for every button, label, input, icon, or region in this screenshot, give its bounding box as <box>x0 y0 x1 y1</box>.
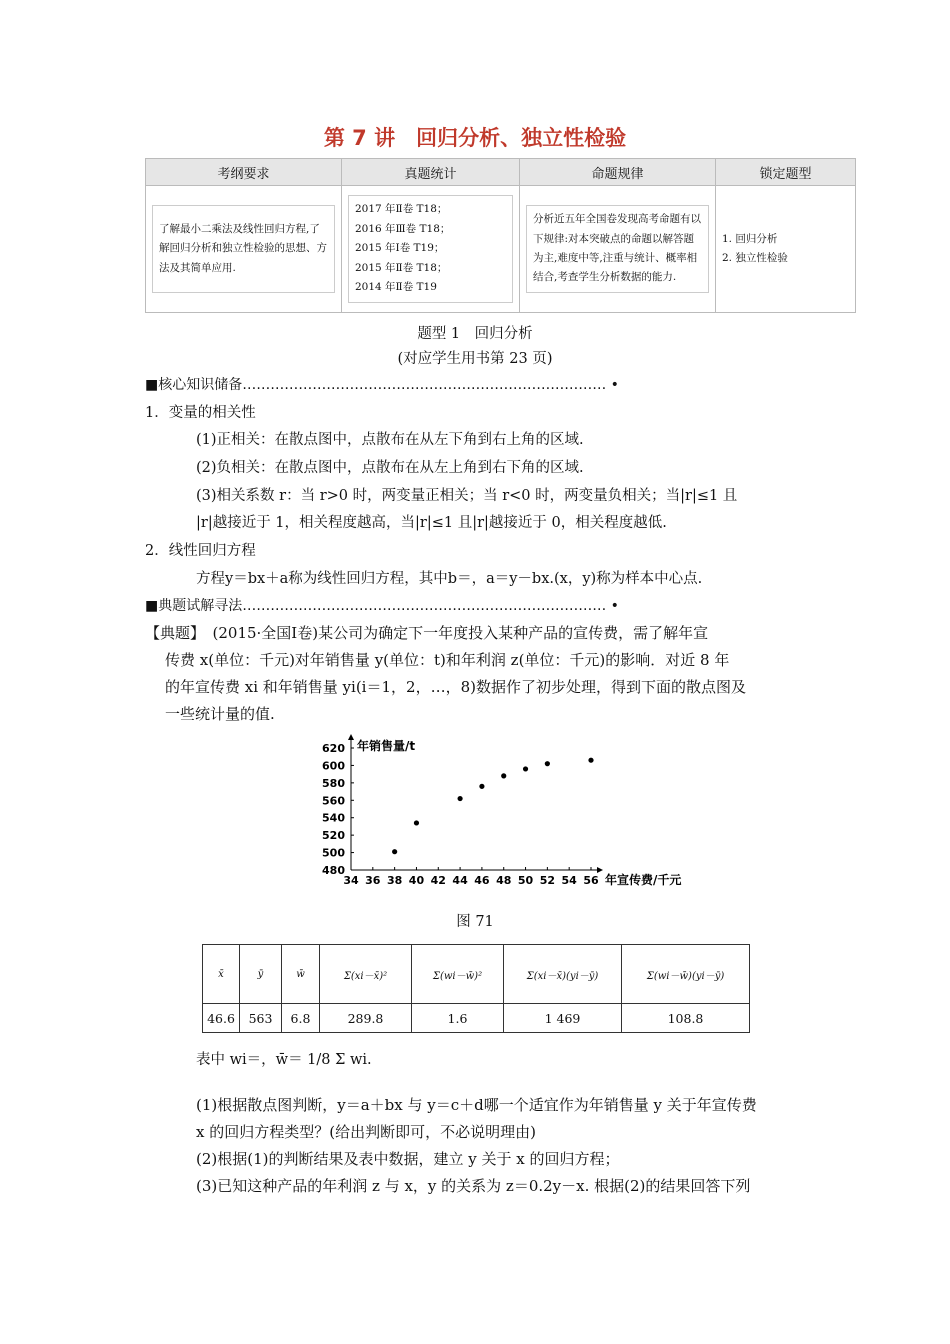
data-point <box>588 758 593 763</box>
data-point <box>545 761 550 766</box>
method-heading: ■典题试解寻法…………………………………………………………………… • <box>145 598 619 614</box>
stat-value: 6.8 <box>282 1004 320 1033</box>
stat-value: 289.8 <box>320 1004 412 1033</box>
problem-line: 的年宣传费 xi 和年销售量 yi(i＝1，2，…，8)数据作了初步处理，得到下面的散点图及 <box>165 678 746 696</box>
data-point <box>392 849 397 854</box>
x-tick-label: 44 <box>452 874 468 887</box>
requirement-text: 了解最小二乘法及线性回归方程,了解回归分析和独立性检验的思想、方法及其简单应用. <box>152 205 335 293</box>
knowledge-item-2: 2．线性回归方程 <box>145 543 256 559</box>
exam-item: 2015 年Ⅱ卷 T18； <box>355 261 448 274</box>
x-axis-arrow <box>597 867 603 873</box>
exams-cell <box>342 186 520 313</box>
stat-header: w̄ <box>282 945 320 1004</box>
header-pattern: 命题规律 <box>520 159 716 186</box>
y-tick-label: 600 <box>322 759 345 773</box>
data-point <box>501 773 506 778</box>
x-tick-label: 38 <box>386 874 403 887</box>
type-item: 2. 独立性检验 <box>722 252 788 264</box>
exams-list <box>348 195 513 302</box>
data-point <box>523 766 528 771</box>
y-tick-label: 480 <box>322 864 345 877</box>
y-axis-label: 年销售量/t <box>357 739 416 753</box>
x-tick-label: 36 <box>365 874 381 887</box>
knowledge-item-1: 1．变量的相关性 <box>145 405 256 421</box>
y-tick-label: 580 <box>322 776 345 790</box>
x-tick-label: 50 <box>517 874 534 887</box>
pattern-cell <box>520 186 716 313</box>
section-subtitle: (对应学生用书第 23 页) <box>397 351 553 367</box>
knowledge-item-1b: (2)负相关：在散点图中，点散布在从左上角到右下角的区域. <box>196 460 584 476</box>
x-tick-label: 56 <box>583 874 599 887</box>
exam-overview-table <box>145 158 856 313</box>
header-requirement: 考纲要求 <box>146 159 342 186</box>
exam-item: 2017 年Ⅱ卷 T18； <box>355 203 448 216</box>
stat-value: 1.6 <box>412 1004 504 1033</box>
table-note: 表中 wi＝，w̄＝ 1/8 Σ wi. <box>196 1052 372 1068</box>
stat-value: 108.8 <box>622 1004 750 1033</box>
figure-caption: 图 71 <box>456 914 494 930</box>
y-axis-arrow <box>348 734 354 740</box>
questions <box>196 1092 816 1200</box>
problem-line: 一些统计量的值. <box>165 705 275 723</box>
problem-statement <box>145 620 810 728</box>
pattern-text: 分析近五年全国卷发现高考命题有以下规律:对本突破点的命题以解答题为主,难度中等,注重与统计、概率相结合,考查学生分析数据的能力. <box>526 205 709 293</box>
exam-item: 2014 年Ⅱ卷 T19 <box>355 281 437 294</box>
x-tick-label: 40 <box>408 874 425 887</box>
knowledge-item-2a: 方程y＝bx＋a称为线性回归方程，其中b＝，a＝y－bx.(x，y)称为样本中心点. <box>196 571 703 587</box>
page-title: 第 7 讲 回归分析、独立性检验 <box>323 126 627 150</box>
stat-header: ȳ <box>240 945 282 1004</box>
stat-header: x̄ <box>203 945 240 1004</box>
type-item: 1. 回归分析 <box>722 232 778 245</box>
x-tick-label: 46 <box>474 874 490 887</box>
question-line: (2)根据(1)的判断结果及表中数据，建立 y 关于 x 的回归方程； <box>196 1150 620 1168</box>
question-line: x 的回归方程类型？(给出判断即可，不必说明理由) <box>196 1123 536 1141</box>
question-line: (3)已知这种产品的年利润 z 与 x，y 的关系为 z＝0.2y－x. 根据(2)的结果回答下列 <box>196 1177 751 1195</box>
data-point <box>414 820 419 825</box>
exam-item: 2015 年Ⅰ卷 T19； <box>355 242 445 255</box>
x-tick-label: 42 <box>430 874 446 887</box>
knowledge-item-1c-cont: |r|越接近于 1，相关程度越高，当|r|≤1 且|r|越接近于 0，相关程度越低. <box>196 515 667 531</box>
data-point <box>457 796 462 801</box>
knowledge-item-1c: (3)相关系数 r：当 r>0 时，两变量正相关；当 r<0 时，两变量负相关；当|r|≤1 且 <box>196 488 738 504</box>
stat-header: Σ(wi－w̄)(yi－ȳ) <box>622 945 750 1004</box>
knowledge-heading: ■核心知识储备…………………………………………………………………… • <box>145 377 619 393</box>
stat-header: Σ(xi－x̄)(yi－ȳ) <box>504 945 622 1004</box>
stat-value: 1 469 <box>504 1004 622 1033</box>
knowledge-item-1a: (1)正相关：在散点图中，点散布在从左下角到右上角的区域. <box>196 432 584 448</box>
stat-value: 46.6 <box>203 1004 240 1033</box>
scatter-chart <box>305 732 695 892</box>
statistics-table <box>202 944 750 1033</box>
stat-header: Σ(xi－x̄)² <box>320 945 412 1004</box>
y-tick-label: 620 <box>322 742 345 755</box>
x-tick-label: 52 <box>539 874 556 887</box>
types-cell <box>716 186 856 313</box>
x-tick-label: 34 <box>343 874 359 887</box>
y-tick-label: 540 <box>322 811 345 825</box>
section-title: 题型 1 回归分析 <box>417 326 533 342</box>
stat-value: 563 <box>240 1004 282 1033</box>
exam-item: 2016 年Ⅲ卷 T18； <box>355 222 451 235</box>
x-tick-label: 48 <box>496 874 512 887</box>
x-tick-label: 54 <box>561 874 577 887</box>
stat-header: Σ(wi－w̄)² <box>412 945 504 1004</box>
requirement-cell <box>146 186 342 313</box>
header-exams: 真题统计 <box>342 159 520 186</box>
header-types: 锁定题型 <box>716 159 856 186</box>
y-tick-label: 560 <box>322 794 345 808</box>
problem-line: 传费 x(单位：千元)对年销售量 y(单位：t)和年利润 z(单位：千元)的影响．对近 8 年 <box>165 651 730 669</box>
y-tick-label: 520 <box>322 829 345 843</box>
data-point <box>479 784 484 789</box>
problem-line: 【典题】 (2015·全国Ⅰ卷)某公司为确定下一年度投入某种产品的宣传费，需了解年宣 <box>145 624 709 642</box>
x-axis-label: 年宣传费/千元 <box>605 873 682 887</box>
y-tick-label: 500 <box>322 846 345 860</box>
question-line: (1)根据散点图判断，y＝a＋bx 与 y＝c＋d哪一个适宜作为年销售量 y 关于年宣传费 <box>196 1096 757 1114</box>
